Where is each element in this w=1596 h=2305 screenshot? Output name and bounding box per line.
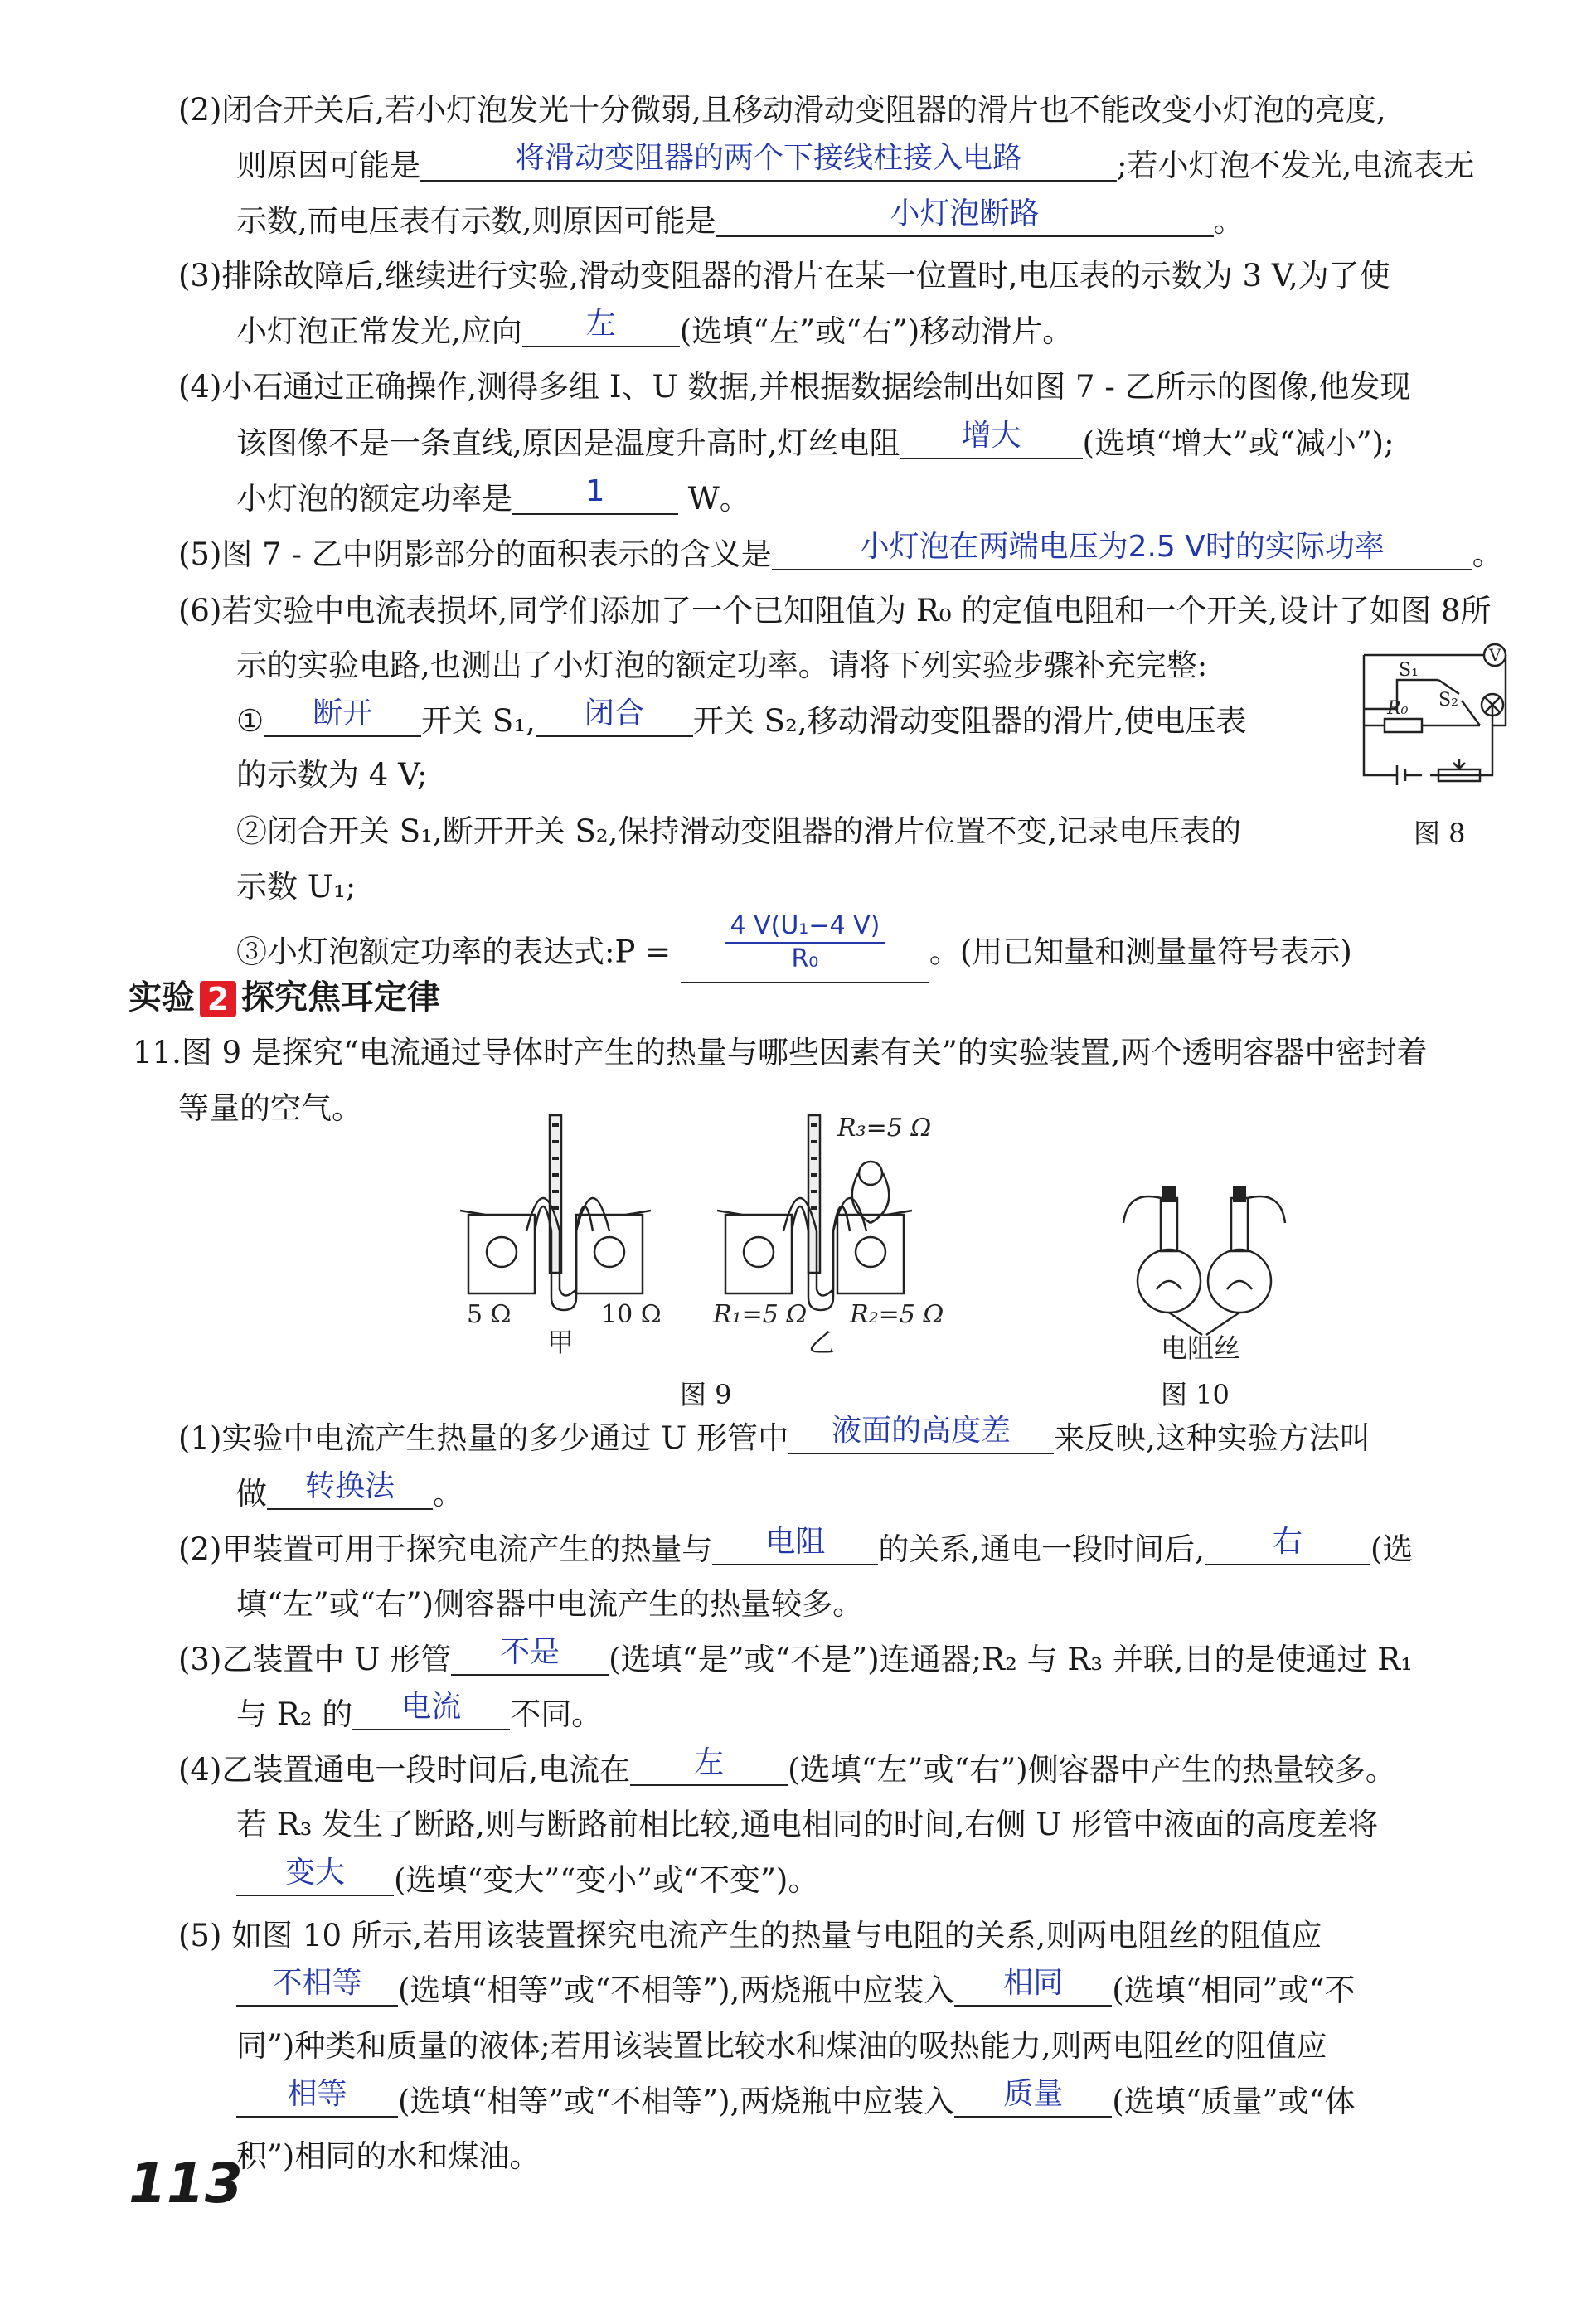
q11-p2-line2: 填“左”或“右”)侧容器中电流产生的热量较多。 bbox=[236, 1586, 864, 1622]
text: (2)甲装置可用于探究电流产生的热量与 bbox=[178, 1531, 713, 1567]
fig9-r3-label: R₃=5 Ω bbox=[837, 1114, 932, 1143]
answer-blank[interactable] bbox=[420, 141, 1117, 182]
text: 开关 S₂,移动滑动变阻器的滑片,使电压表 bbox=[692, 703, 1247, 739]
section-prefix: 实验 bbox=[129, 978, 195, 1017]
figure-9-caption: 图 9 bbox=[680, 1379, 732, 1410]
fig9-r-left-label: 5 Ω bbox=[467, 1300, 512, 1329]
answer-blank[interactable] bbox=[788, 1414, 1054, 1454]
answer-text: 小灯泡在两端电压为2.5 V时的实际功率 bbox=[859, 530, 1385, 564]
q11-p2-line1 bbox=[178, 1525, 1414, 1570]
fig10-resistance-wire-label: 电阻丝 bbox=[1161, 1332, 1241, 1364]
q10-p2-line3 bbox=[236, 197, 1244, 242]
q11-p5-line1: (5) 如图 10 所示,若用该装置探究电流产生的热量与电阻的关系,则两电阻丝的阻值应 bbox=[178, 1918, 1322, 1953]
figure-10-caption: 图 10 bbox=[1161, 1379, 1230, 1410]
answer-blank[interactable] bbox=[900, 419, 1083, 459]
q11-p1-line2 bbox=[236, 1469, 463, 1515]
q11-p4-line2: 若 R₃ 发生了断路,则与断路前相比较,通电相同的时间,右侧 U 形管中液面的高度差将 bbox=[236, 1807, 1379, 1842]
answer-blank[interactable] bbox=[954, 1966, 1112, 2007]
text: 不同。 bbox=[510, 1696, 603, 1732]
fig9-r-right-label: 10 Ω bbox=[601, 1300, 662, 1329]
answer-blank[interactable] bbox=[681, 911, 929, 983]
text: 则原因可能是 bbox=[236, 148, 420, 183]
section-number-badge: 2 bbox=[200, 981, 236, 1017]
answer-blank[interactable] bbox=[236, 1856, 394, 1896]
text: 。 bbox=[433, 1476, 463, 1512]
text: 与 R₂ 的 bbox=[236, 1696, 353, 1732]
answer-blank[interactable] bbox=[630, 1745, 788, 1786]
answer-text: 转换法 bbox=[304, 1469, 395, 1503]
text: (选填“相同”或“不 bbox=[1112, 1973, 1356, 2008]
q10-p6-line1: (6)若实验中电流表损坏,同学们添加了一个已知阻值为 R₀ 的定值电阻和一个开关,设计了如图 8所 bbox=[178, 593, 1492, 628]
power-expression bbox=[725, 910, 885, 975]
answer-text: 变大 bbox=[284, 1856, 345, 1890]
text: ③小灯泡额定功率的表达式:P = bbox=[236, 934, 672, 970]
answer-text: 不相等 bbox=[272, 1966, 362, 2000]
text: 做 bbox=[236, 1476, 267, 1512]
text: 小灯泡的额定功率是 bbox=[236, 481, 512, 517]
text: (选填“左”或“右”)侧容器中产生的热量较多。 bbox=[788, 1752, 1396, 1788]
text: 。 bbox=[1472, 536, 1503, 572]
text: (5)图 7 - 乙中阴影部分的面积表示的含义是 bbox=[178, 536, 772, 572]
q10-p2-line2 bbox=[236, 141, 1475, 187]
answer-blank[interactable] bbox=[236, 1966, 398, 2007]
text: (选填“增大”或“减小”); bbox=[1082, 425, 1395, 461]
text: 的关系,通电一段时间后, bbox=[878, 1531, 1205, 1567]
answer-text: 右 bbox=[1272, 1525, 1303, 1559]
text: (选填“质量”或“体 bbox=[1112, 2084, 1356, 2119]
q11-p1-line1 bbox=[178, 1414, 1370, 1459]
answer-text: 小灯泡断路 bbox=[890, 197, 1040, 230]
q11-p4-line1 bbox=[178, 1745, 1396, 1791]
text: (1)实验中电流产生热量的多少通过 U 形管中 bbox=[178, 1420, 789, 1456]
answer-blank[interactable] bbox=[772, 530, 1472, 570]
fig9-jia-label: 甲 bbox=[547, 1327, 575, 1356]
figure-8-caption: 图 8 bbox=[1414, 818, 1466, 849]
section-header bbox=[129, 974, 440, 1021]
q11-intro-line1: 11.图 9 是探究“电流通过导体时产生的热量与哪些因素有关”的实验装置,两个透明容器中密封着 bbox=[133, 1035, 1428, 1070]
answer-blank[interactable] bbox=[264, 696, 421, 737]
q10-step2-line2: 示数 U₁; bbox=[236, 869, 357, 905]
answer-blank[interactable] bbox=[716, 197, 1214, 237]
fig9-yi-label: 乙 bbox=[808, 1327, 836, 1356]
answer-blank[interactable] bbox=[236, 2077, 398, 2118]
text: 示数,而电压表有示数,则原因可能是 bbox=[236, 203, 716, 239]
answer-blank[interactable] bbox=[954, 2077, 1112, 2118]
q11-p5-line4 bbox=[236, 2077, 1356, 2123]
answer-text: 增大 bbox=[961, 419, 1021, 453]
fraction-numerator: 4 V(U₁−4 V) bbox=[725, 910, 885, 944]
q10-step1-line1 bbox=[236, 696, 1247, 742]
q10-p4-line3 bbox=[236, 474, 750, 520]
text: (选填“相等”或“不相等”),两烧瓶中应装入 bbox=[398, 2084, 955, 2119]
answer-text: 断开 bbox=[313, 696, 373, 730]
figure-10-flasks bbox=[1119, 1165, 1293, 1364]
text: ;若小灯泡不发光,电流表无 bbox=[1117, 148, 1475, 183]
q10-p3-line2 bbox=[236, 307, 1074, 352]
answer-blank[interactable] bbox=[267, 1469, 433, 1510]
q11-p4-line3 bbox=[236, 1856, 819, 1901]
section-title: 探究焦耳定律 bbox=[241, 978, 440, 1017]
q10-p5-line bbox=[178, 530, 1503, 575]
q11-p5-line2 bbox=[236, 1966, 1356, 2011]
q10-p4-line1: (4)小石通过正确操作,测得多组 I、U 数据,并根据数据绘制出如图 7 - 乙所示的图像,他发现 bbox=[178, 369, 1411, 405]
q10-p4-line2 bbox=[236, 419, 1395, 464]
text: (选填“变大”“变小”或“不变”)。 bbox=[394, 1862, 819, 1898]
text: (选填“是”或“不是”)连通器;R₂ 与 R₃ 并联,目的是使通过 R₁ bbox=[609, 1642, 1414, 1677]
q11-p5-line5: 积”)相同的水和煤油。 bbox=[236, 2138, 541, 2174]
answer-text: 电阻 bbox=[765, 1525, 826, 1559]
text: 该图像不是一条直线,原因是温度升高时,灯丝电阻 bbox=[236, 425, 900, 461]
q10-step1-line2: 的示数为 4 V; bbox=[236, 757, 428, 793]
fig9-r1-label: R₁=5 Ω bbox=[713, 1300, 808, 1329]
q10-p3-line1: (3)排除故障后,继续进行实验,滑动变阻器的滑片在某一位置时,电压表的示数为 3 V,为了使 bbox=[178, 258, 1390, 294]
answer-blank[interactable] bbox=[512, 474, 678, 515]
answer-blank[interactable] bbox=[522, 307, 680, 347]
answer-blank[interactable] bbox=[1205, 1525, 1370, 1565]
text: 小灯泡正常发光,应向 bbox=[236, 313, 522, 349]
text: 来反映,这种实验方法叫 bbox=[1054, 1420, 1370, 1456]
answer-text: 闭合 bbox=[584, 696, 644, 730]
figure-9-apparatus bbox=[444, 1107, 966, 1356]
fig8-r0-label: R₀ bbox=[1387, 698, 1409, 719]
q10-p2-line1: (2)闭合开关后,若小灯泡发光十分微弱,且移动滑动变阻器的滑片也不能改变小灯泡的亮度, bbox=[178, 92, 1386, 128]
answer-text: 左 bbox=[694, 1745, 725, 1779]
text: (选 bbox=[1370, 1531, 1414, 1567]
q10-step2-line1: ②闭合开关 S₁,断开开关 S₂,保持滑动变阻器的滑片位置不变,记录电压表的 bbox=[236, 813, 1242, 849]
text: (选填“左”或“右”)移动滑片。 bbox=[679, 313, 1074, 349]
text: (4)乙装置通电一段时间后,电流在 bbox=[178, 1752, 631, 1788]
answer-text: 左 bbox=[585, 307, 616, 341]
fig8-s1-label: S₁ bbox=[1399, 660, 1419, 681]
answer-text: 将滑动变阻器的两个下接线柱接入电路 bbox=[514, 141, 1022, 175]
answer-text: 1 bbox=[585, 474, 605, 508]
fig9-r2-label: R₂=5 Ω bbox=[850, 1300, 944, 1329]
answer-blank[interactable] bbox=[712, 1525, 878, 1565]
text: (选填“相等”或“不相等”),两烧瓶中应装入 bbox=[398, 1973, 955, 2008]
answer-blank[interactable] bbox=[451, 1635, 609, 1676]
text: 。(用已知量和测量量符号表示) bbox=[929, 934, 1352, 970]
answer-text: 电流 bbox=[401, 1690, 462, 1724]
fraction-denominator: R₀ bbox=[791, 944, 819, 973]
q11-p3-line1 bbox=[178, 1635, 1414, 1681]
fig8-voltmeter-label: V bbox=[1489, 645, 1501, 665]
text: (3)乙装置中 U 形管 bbox=[178, 1642, 452, 1677]
figure-8-circuit bbox=[1347, 634, 1513, 800]
answer-text: 液面的高度差 bbox=[832, 1414, 1011, 1448]
fig8-s2-label: S₂ bbox=[1438, 690, 1458, 711]
text: W。 bbox=[687, 481, 750, 517]
text: 开关 S₁, bbox=[421, 703, 536, 739]
q11-intro-line2: 等量的空气。 bbox=[178, 1090, 362, 1126]
answer-text: 相同 bbox=[1003, 1966, 1064, 2000]
q11-p5-line3: 同”)种类和质量的液体;若用该装置比较水和煤油的吸热能力,则两电阻丝的阻值应 bbox=[236, 2028, 1327, 2064]
text: ① bbox=[236, 703, 264, 739]
answer-blank[interactable] bbox=[536, 696, 693, 737]
page-number: 113 bbox=[129, 2152, 243, 2215]
answer-blank[interactable] bbox=[352, 1690, 510, 1730]
answer-text: 不是 bbox=[500, 1635, 560, 1669]
answer-text: 相等 bbox=[287, 2077, 347, 2111]
q11-p3-line2 bbox=[236, 1690, 603, 1735]
text: 。 bbox=[1213, 203, 1244, 239]
q10-p6-line2: 示的实验电路,也测出了小灯泡的额定功率。请将下列实验步骤补充完整: bbox=[236, 648, 1208, 683]
answer-text: 质量 bbox=[1003, 2077, 1064, 2111]
